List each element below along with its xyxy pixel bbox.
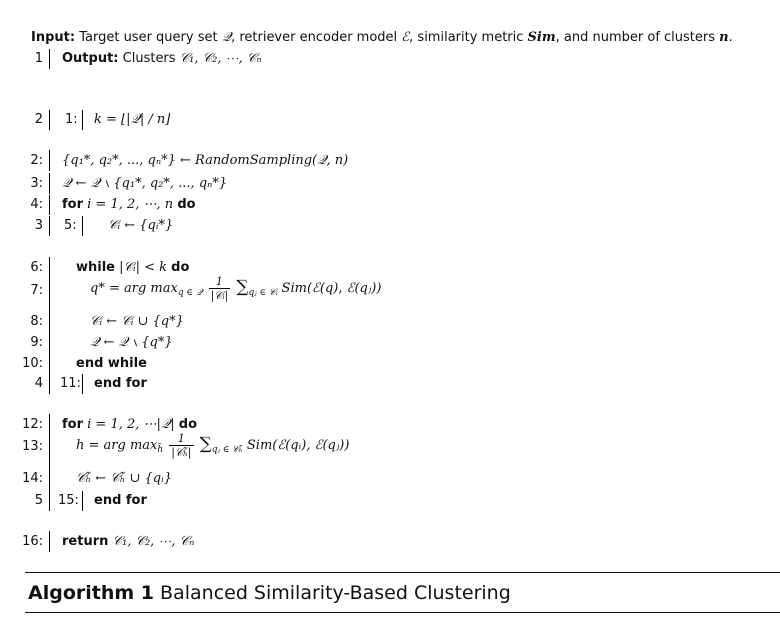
line-bar xyxy=(49,150,50,171)
input-E: ℰ xyxy=(401,30,410,45)
line-bar xyxy=(82,491,83,511)
algo-line-math: 𝒞₁, 𝒞₂, ⋯, 𝒞ₙ xyxy=(112,534,195,549)
fraction-bottom: |𝒞ᵢ| xyxy=(210,289,229,302)
algorithm-caption xyxy=(28,582,511,604)
line-bar xyxy=(49,257,50,379)
input-sim: Sim xyxy=(527,30,556,45)
line-number: 14: xyxy=(22,471,43,486)
line-bar xyxy=(82,374,83,394)
algo-line-math: i = 1, 2, ⋯|𝒬| xyxy=(87,417,175,432)
line-number: 6: xyxy=(30,260,43,275)
caption-bottom-rule xyxy=(25,612,780,613)
sum-symbol: ∑ xyxy=(199,434,212,454)
algo-line-math: |𝒞ᵢ| < k xyxy=(119,260,168,275)
math-sub: q ∈ 𝒬 xyxy=(177,288,203,298)
algo-line-math: 𝒞ᵢ ← {qᵢ*} xyxy=(108,218,174,233)
keyword: end for xyxy=(94,493,147,508)
line-bar xyxy=(49,49,50,69)
math-part: Sim(ℰ(qᵢ), ℰ(qⱼ)) xyxy=(246,438,350,453)
algo-line-math: 𝒬 ← 𝒬 ∖ {q*} xyxy=(90,335,173,350)
fraction xyxy=(169,432,193,459)
algo-line-math xyxy=(76,432,349,459)
keyword: for xyxy=(62,197,83,212)
fraction xyxy=(209,275,231,302)
line-bar xyxy=(49,491,50,511)
caption-label: Algorithm 1 xyxy=(28,582,154,604)
algo-line xyxy=(62,534,194,549)
output-line xyxy=(62,51,262,66)
line-bar xyxy=(82,110,83,130)
inner-line-number: 15: xyxy=(58,493,79,508)
line-bar xyxy=(49,195,50,215)
algo-line-math xyxy=(90,275,381,302)
keyword: do xyxy=(177,197,196,212)
algo-line-math: 𝒞ᵢ ← 𝒞ᵢ ∪ {q*} xyxy=(90,314,184,329)
line-number: 3: xyxy=(30,176,43,191)
outer-line-number: 3 xyxy=(34,218,43,233)
line-bar xyxy=(49,216,50,236)
keyword: end for xyxy=(94,376,147,391)
input-text-e: . xyxy=(728,30,733,45)
keyword: do xyxy=(171,260,190,275)
algo-line-math: 𝒬 ← 𝒬 ∖ {q₁*, q₂*, ..., qₙ*} xyxy=(62,176,228,191)
line-number: 9: xyxy=(30,335,43,350)
keyword: while xyxy=(76,260,115,275)
math-part: q* = arg max xyxy=(90,281,178,296)
outer-line-number: 2 xyxy=(34,112,43,127)
algo-line-math: i = 1, 2, ⋯, n xyxy=(87,197,174,212)
line-number: 10: xyxy=(22,356,43,371)
outer-line-number: 4 xyxy=(34,376,43,391)
keyword: for xyxy=(62,417,83,432)
input-text-d: , and number of clusters xyxy=(555,30,720,45)
input-text-a: Target user query set xyxy=(79,30,222,45)
line-number: 13: xyxy=(22,439,43,454)
inner-line-number: 11: xyxy=(60,376,81,391)
inner-line-number: 1: xyxy=(65,112,78,127)
math-part: Sim(ℰ(q), ℰ(qⱼ)) xyxy=(281,281,382,296)
output-label: Output: xyxy=(62,51,119,66)
algo-line xyxy=(76,260,189,275)
math-sub: h̃ xyxy=(157,445,164,455)
line-number: 4: xyxy=(30,197,43,212)
line-bar xyxy=(49,110,50,130)
line-bar xyxy=(49,414,50,492)
keyword: end while xyxy=(76,356,147,371)
caption-top-rule xyxy=(25,572,780,573)
algo-line xyxy=(62,417,197,432)
line-number: 1 xyxy=(34,51,43,66)
math-sub: qⱼ ∈ 𝒞ᵢ xyxy=(248,288,278,298)
line-number: 8: xyxy=(30,314,43,329)
algo-line-math: k = ⌊|𝒬| / n⌋ xyxy=(94,112,171,127)
sum-symbol: ∑ xyxy=(236,277,249,297)
math-part: h = arg max xyxy=(76,438,158,453)
input-n: n xyxy=(719,30,729,45)
line-bar xyxy=(82,216,83,236)
inner-line-number: 5: xyxy=(64,218,77,233)
line-number: 12: xyxy=(22,417,43,432)
fraction-top: 1 xyxy=(209,275,231,289)
output-math: 𝒞₁, 𝒞₂, ⋯, 𝒞ₙ xyxy=(179,51,262,66)
outer-line-number: 5 xyxy=(34,493,43,508)
input-label: Input: xyxy=(31,30,76,45)
input-line xyxy=(31,30,733,45)
keyword: do xyxy=(178,417,198,432)
line-number: 16: xyxy=(22,534,43,549)
line-number: 2: xyxy=(30,153,43,168)
fraction-bottom: |𝒞ₕ̃| xyxy=(171,446,192,459)
output-text: Clusters xyxy=(122,51,176,66)
keyword: return xyxy=(62,534,109,549)
fraction-top: 1 xyxy=(169,432,193,446)
caption-title: Balanced Similarity-Based Clustering xyxy=(160,582,511,604)
algo-line-math: 𝒞ₕ̃ ← 𝒞ₕ̃ ∪ {qᵢ} xyxy=(76,471,172,486)
input-text-c: , similarity metric xyxy=(409,30,528,45)
algo-line-math: {q₁*, q₂*, ..., qₙ*} ← RandomSampling(𝒬, n) xyxy=(62,153,349,168)
line-bar xyxy=(49,173,50,194)
line-number: 7: xyxy=(30,283,43,298)
line-bar xyxy=(49,374,50,394)
line-bar xyxy=(49,531,50,552)
input-Q: 𝒬 xyxy=(221,30,232,45)
algo-line xyxy=(62,197,196,212)
math-sub: qⱼ ∈ 𝒞ₕ̃ xyxy=(211,445,243,455)
input-text-b: , retriever encoder model xyxy=(231,30,402,45)
